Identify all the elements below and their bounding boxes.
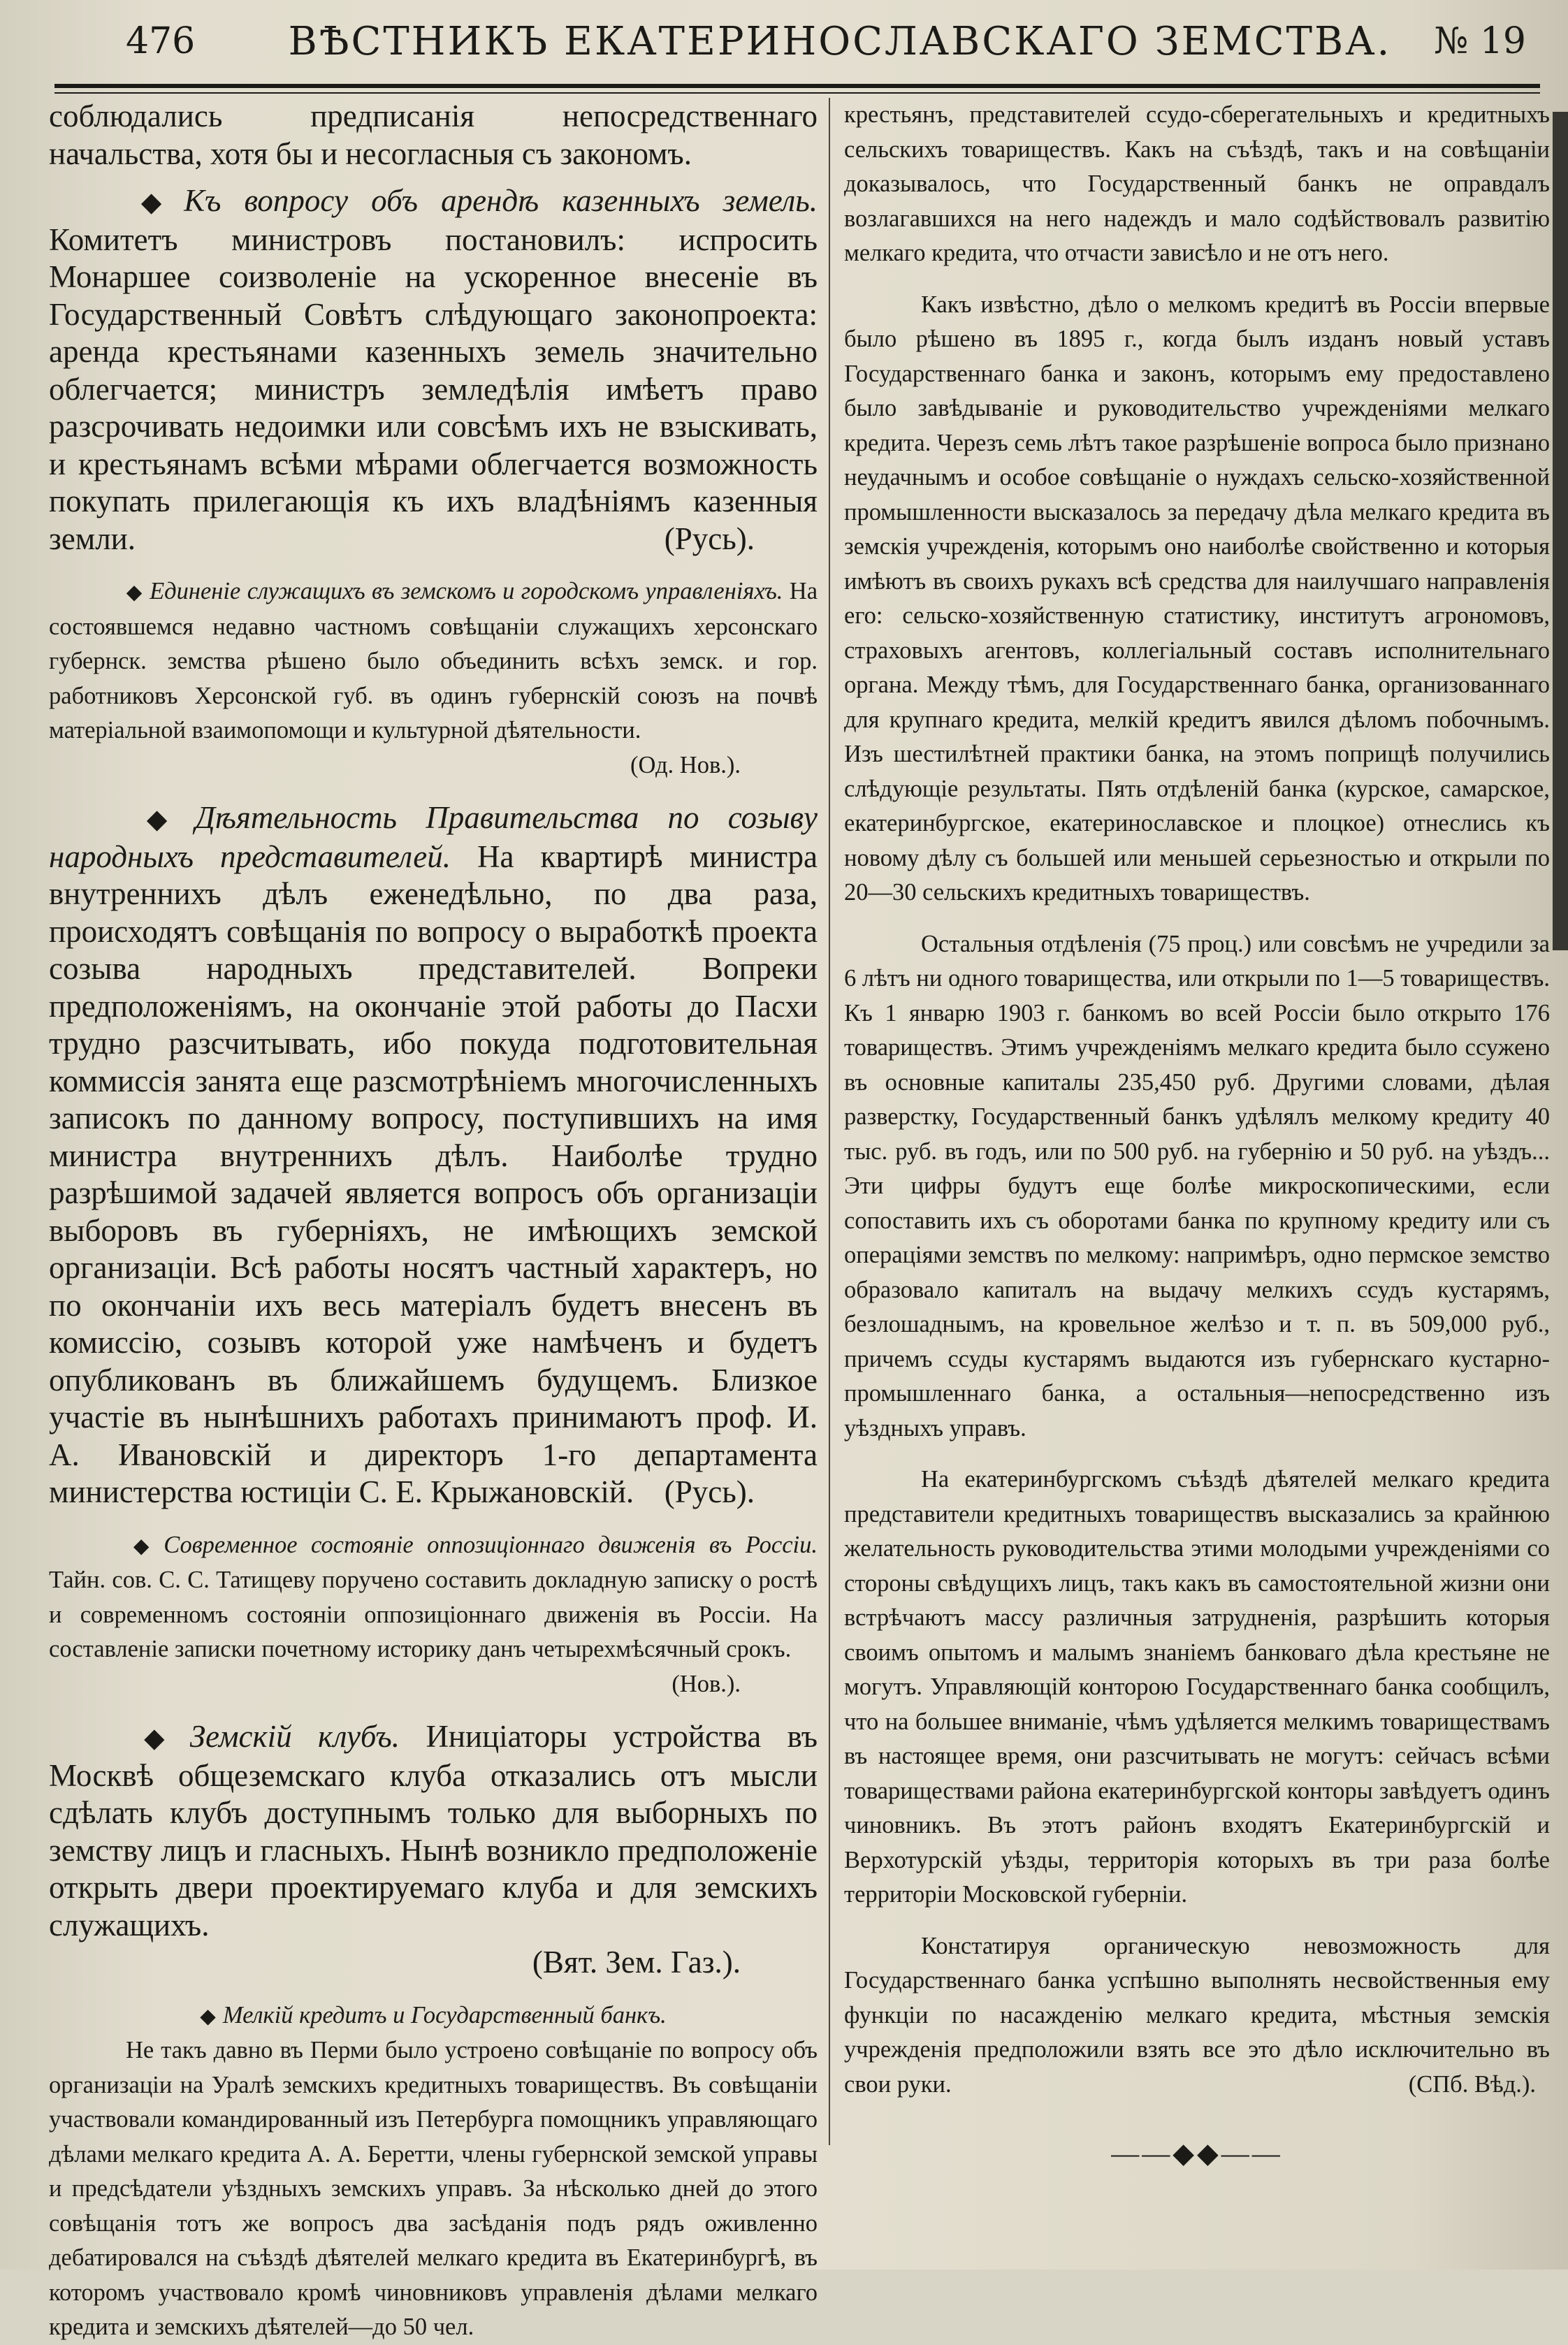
article-opposition-movement xyxy=(49,1528,818,1667)
article-heading: Мелкій кредитъ и Государственный банкъ. xyxy=(222,2001,667,2028)
issue-number: № 19 xyxy=(1434,20,1526,62)
article-employees-union xyxy=(49,574,818,748)
paragraph-continuation: соблюдались предписанія непосредственнаго начальства, хотя бы и несогласныя съ закономъ. xyxy=(49,99,818,171)
article-heading: Земскій клубъ. xyxy=(189,1719,400,1754)
adjacent-page-edge xyxy=(1553,112,1568,950)
article-source: (Нов.). xyxy=(672,1670,741,1697)
header-rule-thin xyxy=(55,92,1540,94)
article-government-activity xyxy=(49,799,818,1511)
paragraph-text: Констатируя органическую невозможность для Государственнаго банка успѣшно выполнять несвойственныя ему функціи по насажденію мелкаго кредита, мѣстныя земскія учрежденія предположили взять все это дѣло исключительно въ свои руки. xyxy=(844,1932,1550,2098)
article-heading-small-credit xyxy=(49,1998,818,2034)
paragraph: На екатеринбургскомъ съѣздѣ дѣятелей мелкаго кредита представители кредитныхъ товариществъ высказались за крайнюю желательность руководительства этими молодыми учрежденіями со стороны свѣдущихъ лицъ, такъ какъ въ самостоятельной жизни они встрѣчаютъ массу различныя затрудненія, разрѣшить которыя своимъ опытомъ и малымъ знаніемъ банковаго дѣла крестьяне не могутъ. Управляющій конторою Государственнаго банка сообщилъ, что на большее вниманіе, чѣмъ удѣляется мелкимъ товариществамъ въ настоящее время, они разсчитывать не могутъ: сейчасъ всѣми товариществами района екатеринбургской конторы завѣдуетъ одинъ чиновникъ. Въ этотъ районъ входятъ Екатеринбургскій и Верхотурскій уѣзды, территорія которыхъ въ три раза болѣе территоріи Московской губерніи. xyxy=(844,1466,1550,1908)
article-heading: Современное состояніе оппозиціоннаго движенія въ Россіи. xyxy=(164,1531,818,1558)
header-rule-thick xyxy=(55,84,1540,88)
paragraph xyxy=(844,1929,1550,2103)
journal-title: ВѢСТНИКЪ ЕКАТЕРИНОСЛАВСКАГО ЗЕМСТВА. xyxy=(288,18,1392,64)
article-heading: Дѣятельность Правительства по созыву народныхъ представителей. xyxy=(49,800,818,874)
article-rent-crown-lands xyxy=(49,182,818,558)
article-text: На квартирѣ министра внутреннихъ дѣлъ еженедѣльно, по два раза, происходятъ совѣщанія по вопросу о выработкѣ проекта созыва народныхъ представителей. Вопреки предположеніямъ, на окончаніе этой работы до Пасхи трудно разсчитывать, ибо покуда подготовительная коммиссія занята еще разсмотрѣніемъ многочисленныхъ записокъ по данному вопросу, поступившихъ на имя министра внутреннихъ дѣлъ. Наиболѣе трудно разрѣшимой задачей является вопросъ объ организаціи выборовъ въ губерніяхъ, не имѣющихъ земской организаціи. Всѣ работы носятъ частный характеръ, но по окончаніи ихъ весь матеріалъ будетъ внесенъ въ комиссію, созывъ которой уже намѣченъ и будетъ опубликованъ въ ближайшемъ будущемъ. Близкое участіе въ нынѣшнихъ работахъ принимаютъ проф. И. А. Ивановскій и директоръ 1-го департамента министерства юстиціи С. Е. Крыжановскій. xyxy=(49,838,818,1509)
left-column xyxy=(49,98,818,2340)
ornament-divider: ——◆◆—— xyxy=(1111,2137,1283,2169)
article-source: (Русь). xyxy=(664,521,755,556)
article-source: (Од. Нов.). xyxy=(630,751,741,778)
paragraph-continuation: крестьянъ, представителей ссудо-сберегательныхъ и кредитныхъ сельскихъ товариществъ. Какъ на съѣздѣ, такъ и на совѣщаніи доказывалось, что Государственный банкъ не оправдалъ возлагавшихся на него надеждъ и мало содѣйствовалъ развитію мелкаго кредита, что отчасти зависѣло и не отъ него. xyxy=(844,101,1550,266)
article-heading: Къ вопросу объ арендѣ казенныхъ земель. xyxy=(184,183,818,218)
article-small-credit-text: Не такъ давно въ Перми было устроено совѣщаніе по вопросу объ организаціи на Уралѣ земскихъ кредитныхъ товариществъ. Въ совѣщаніи участвовали командированный изъ Петербурга помощникъ управляющаго дѣлами мелкаго кредита А. А. Беретти, члены губернской земской управы и предсѣдатели уѣздныхъ земскихъ управъ. За нѣсколько дней до этого совѣщанія тотъ же вопросъ два засѣданія подъ рядъ оживленно дебатировался на съѣздѣ дѣятелей мелкаго кредита въ Екатеринбургѣ, въ которомъ участвовало кромѣ чиновниковъ управленія дѣлами мелкаго кредита и земскихъ дѣятелей—до 50 чел. xyxy=(49,2037,818,2340)
bullet-icon: ◆ xyxy=(126,804,189,835)
bullet-icon: ◆ xyxy=(200,2003,216,2028)
article-text: Иниціаторы устройства въ Москвѣ общеземскаго клуба отказались отъ мысли сдѣлать клубъ доступнымъ только для выборныхъ по земству лицъ и гласныхъ. Нынѣ возникло предположеніе открыть двери проектируемаго клуба и для земскихъ служащихъ. xyxy=(49,1719,818,1943)
paragraph: Какъ извѣстно, дѣло о мелкомъ кредитѣ въ Россіи впервые было рѣшено въ 1895 г., когда былъ изданъ новый уставъ Государственнаго банка и законъ, которымъ ему предоставлено было завѣдываніе и руководительство учрежденіями мелкаго кредита. Черезъ семь лѣтъ такое разрѣшеніе вопроса было признано неудачнымъ и особое совѣщаніе о нуждахъ сельско-хозяйственной промышленности высказалось за передачу дѣла мелкаго кредита въ земскія учрежденія, которымъ оно наиболѣе свойственно и которыя имѣютъ въ своихъ рукахъ всѣ средства для наилучшаго направленія его: сельско-хозяйственную статистику, институтъ агрономовъ, страховыхъ агентовъ, коллегіальный составъ исполнительнаго органа. Между тѣмъ, для Государственнаго банка, организованнаго для крупнаго кредита, мелкій кредитъ явился дѣломъ побочнымъ. Изъ шестилѣтней практики банка, на этомъ поприщѣ получились слѣдующіе результаты. Пять отдѣленій банка (курское, самарское, екатеринбургское, екатеринославское и плоцкое) отнеслись къ новому дѣлу съ большей или меньшей серьезностью и открыли по 20—30 сельскихъ кредитныхъ товариществъ. xyxy=(844,291,1550,906)
page-number: 476 xyxy=(126,20,196,62)
page-header xyxy=(49,0,1526,82)
article-text: Комитетъ министровъ постановилъ: испросить Монаршее соизволеніе на ускоренное внесеніе въ Государственный Совѣтъ слѣдующаго законопроекта: аренда крестьянами казенныхъ земель значительно облегчается; министръ земледѣлія имѣетъ право разсрочивать недоимки или совсѣмъ ихъ не взыскивать, и крестьянамъ всѣми мѣрами облегчается возможность покупать прилегающія къ ихъ владѣніямъ казенныя земли. xyxy=(49,222,818,556)
bullet-icon: ◆ xyxy=(126,187,177,218)
article-source: (СПб. Вѣд.). xyxy=(1408,2070,1536,2098)
column-divider xyxy=(829,98,830,2145)
bullet-icon: ◆ xyxy=(126,1533,157,1558)
paragraph: Остальныя отдѣленія (75 проц.) или совсѣмъ не учредили за 6 лѣтъ ни одного товарищества, или открыли по 1—5 товариществъ. Къ 1 январю 1903 г. банкомъ во всей Россіи было открыто 176 товариществъ. Этимъ учрежденіямъ мелкаго кредита было ссужено въ основные капиталы 235,450 руб. Другими словами, дѣлая разверстку, Государственный банкъ удѣлялъ мелкому кредиту 40 тыс. руб. въ годъ, или по 500 руб. на губернію и 50 руб. на уѣздъ... Эти цифры будутъ еще болѣе микроскопическими, если сопоставить ихъ съ оборотами банка по крупному кредиту или съ операціями земствъ по мелкому: напримѣръ, одно пермское земство образовало капиталъ на выдачу мелкихъ ссудъ кустарямъ, безлошаднымъ, на кровельное желѣзо и т. п. въ 509,000 руб., причемъ ссуды кустарямъ выдаются изъ губернскаго кустарно-промышленнаго банка, а остальныя—непосредственно изъ уѣздныхъ управъ. xyxy=(844,930,1550,1442)
article-heading: Единеніе служащихъ въ земскомъ и городскомъ управленіяхъ. xyxy=(150,578,783,604)
article-source: (Вят. Зем. Газ.). xyxy=(532,1945,741,1980)
bullet-icon: ◆ xyxy=(126,1722,183,1754)
article-text: Тайн. сов. С. С. Татищеву поручено составить докладную записку о ростѣ и современномъ состояніи оппозиціоннаго движенія въ Россіи. На составленіе записки почетному историку данъ четырехмѣсячный срокъ. xyxy=(49,1567,818,1662)
right-column xyxy=(844,98,1550,2242)
article-zemstvo-club xyxy=(49,1718,818,1944)
article-text: На состоявшемся недавно частномъ совѣщаніи служащихъ херсонскаго губернск. земства рѣшено было объединить всѣхъ земск. и гор. работниковъ Херсонской губ. въ одинъ губернскій союзъ на почвѣ матеріальной взаимопомощи и культурной дѣятельности. xyxy=(49,578,818,743)
article-source: (Русь). xyxy=(664,1474,755,1509)
bullet-icon: ◆ xyxy=(126,580,143,604)
